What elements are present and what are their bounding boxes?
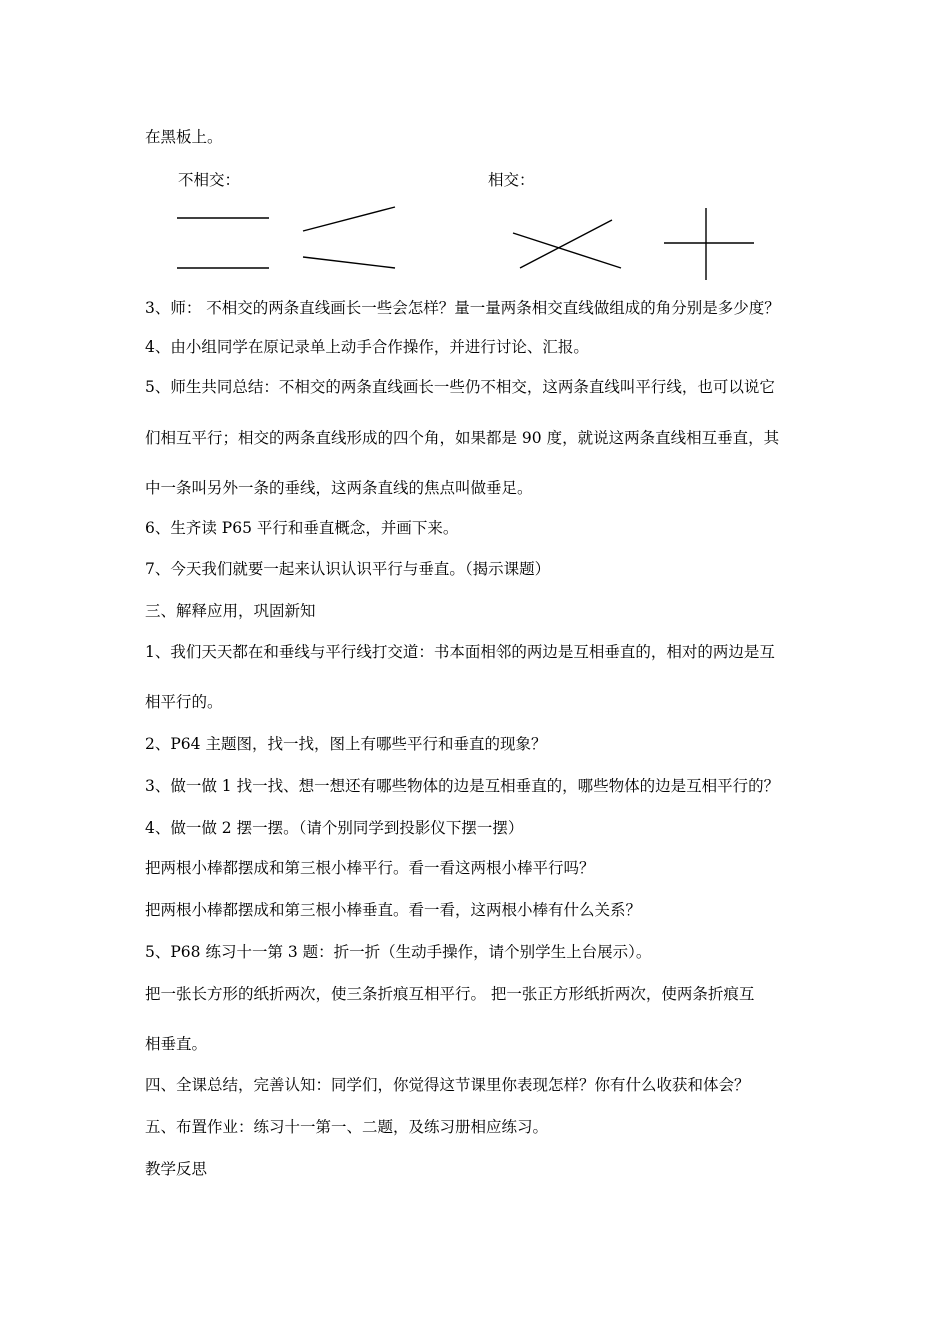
paragraph-5: 中一条叫另外一条的垂线，这两条直线的焦点叫做垂足。 <box>145 479 533 497</box>
paragraph-12: 4、做一做 2 摆一摆。（请个别同学到投影仪下摆一摆） <box>145 819 524 837</box>
paragraph-14: 把两根小棒都摆成和第三根小棒垂直。看一看，这两根小棒有什么关系？ <box>145 901 642 919</box>
label-intersecting: 相交： <box>488 171 535 189</box>
paragraph-3: 5、师生共同总结：不相交的两条直线画长一些仍不相交，这两条直线叫平行线，也可以说它 <box>145 378 775 396</box>
paragraph-1: 3、师： 不相交的两条直线画长一些会怎样？量一量两条相交直线做组成的角分别是多少度？ <box>145 299 780 317</box>
section-heading-4: 四、全课总结，完善认知：同学们，你觉得这节课里你表现怎样？你有什么收获和体会？ <box>145 1076 750 1094</box>
label-non-intersecting: 不相交： <box>178 171 241 189</box>
diverging-line-upper <box>303 207 395 231</box>
paragraph-13: 把两根小棒都摆成和第三根小棒平行。看一看这两根小棒平行吗？ <box>145 859 595 877</box>
intro-text: 在黑板上。 <box>145 128 223 146</box>
paragraph-9: 相平行的。 <box>145 693 223 711</box>
paragraph-7: 7、今天我们就要一起来认识认识平行与垂直。（揭示课题） <box>145 560 551 578</box>
paragraph-16: 把一张长方形的纸折两次，使三条折痕互相平行。 把一张正方形纸折两次，使两条折痕互 <box>145 985 755 1003</box>
line-figures <box>0 0 950 300</box>
paragraph-8: 1、我们天天都在和垂线与平行线打交道：书本面相邻的两边是互相垂直的，相对的两边是互 <box>145 643 775 661</box>
section-heading-5: 五、布置作业：练习十一第一、二题，及练习册相应练习。 <box>145 1118 549 1136</box>
paragraph-17: 相垂直。 <box>145 1035 208 1053</box>
paragraph-2: 4、由小组同学在原记录单上动手合作操作，并进行讨论、汇报。 <box>145 338 589 356</box>
paragraph-11: 3、做一做 1 找一找、想一想还有哪些物体的边是互相垂直的，哪些物体的边是互相平行的？ <box>145 777 780 795</box>
paragraph-6: 6、生齐读 P65 平行和垂直概念，并画下来。 <box>145 519 459 537</box>
paragraph-4: 们相互平行；相交的两条直线形成的四个角，如果都是 90 度，就说这两条直线相互垂直，其 <box>145 429 780 447</box>
diverging-line-lower <box>303 257 395 268</box>
paragraph-10: 2、P64 主题图，找一找，图上有哪些平行和垂直的现象？ <box>145 735 547 753</box>
section-heading-3: 三、解释应用，巩固新知 <box>145 602 316 620</box>
paragraph-15: 5、P68 练习十一第 3 题：折一折（生动手操作，请个别学生上台展示）。 <box>145 943 652 961</box>
teaching-reflection-heading: 教学反思 <box>145 1160 208 1178</box>
